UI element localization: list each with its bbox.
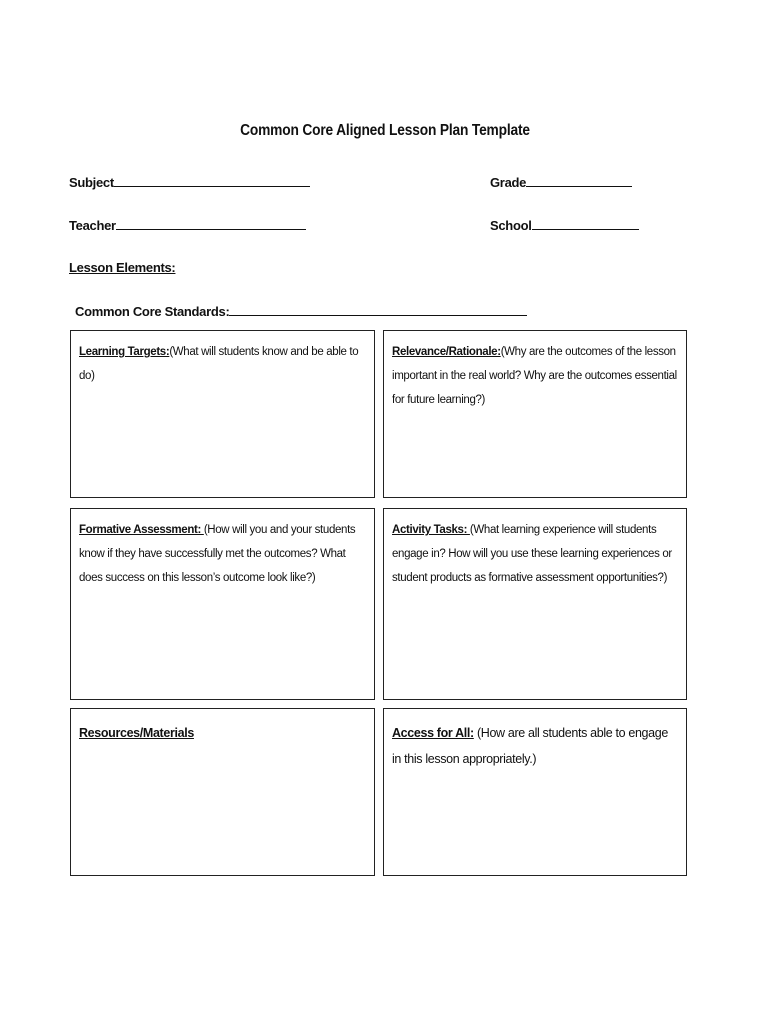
relevance-box[interactable] [383, 330, 687, 498]
access-for-all-box[interactable] [383, 708, 687, 876]
learning-targets-text: (What will students know and be able to do) [79, 346, 359, 382]
subject-label: Subject [69, 175, 114, 190]
grade-field[interactable] [490, 174, 632, 190]
school-label: School [490, 218, 532, 233]
access-for-all-text: (How are all students able to engage in this lesson appropriately.) [392, 726, 668, 766]
resources-heading: Resources/Materials [79, 726, 194, 740]
page-title: Common Core Aligned Lesson Plan Template [240, 122, 530, 139]
teacher-line[interactable] [116, 217, 306, 230]
school-field[interactable] [490, 217, 639, 233]
lesson-elements-label: Lesson Elements: [69, 260, 176, 275]
activity-tasks-text: (What learning experience will students engage in? How will you use these learning experiences or student products as formative assessment opportunities?) [392, 524, 672, 584]
subject-line[interactable] [114, 174, 310, 187]
formative-assessment-text: (How will you and your students know if they have successfully met the outcomes? What does success on this lesson’s outcome look like?) [79, 524, 356, 584]
grade-label: Grade [490, 175, 527, 190]
formative-assessment-heading: Formative Assessment: [79, 524, 204, 536]
teacher-label: Teacher [69, 218, 116, 233]
relevance-text: (Why are the outcomes of the lesson important in the real world? Why are the outcomes essential for future learning?) [392, 346, 677, 406]
subject-field[interactable] [69, 174, 310, 190]
relevance-heading: Relevance/Rationale: [392, 346, 501, 358]
activity-tasks-box[interactable] [383, 508, 687, 700]
grade-line[interactable] [526, 174, 632, 187]
learning-targets-heading: Learning Targets: [79, 346, 170, 358]
standards-label: Common Core Standards: [75, 304, 230, 319]
standards-field[interactable] [75, 303, 527, 319]
access-for-all-heading: Access for All: [392, 726, 474, 740]
standards-line[interactable] [229, 303, 527, 316]
resources-box[interactable] [70, 708, 375, 876]
activity-tasks-heading: Activity Tasks: [392, 524, 470, 536]
teacher-field[interactable] [69, 217, 306, 233]
formative-assessment-box[interactable] [70, 508, 375, 700]
school-line[interactable] [532, 217, 639, 230]
learning-targets-box[interactable] [70, 330, 375, 498]
